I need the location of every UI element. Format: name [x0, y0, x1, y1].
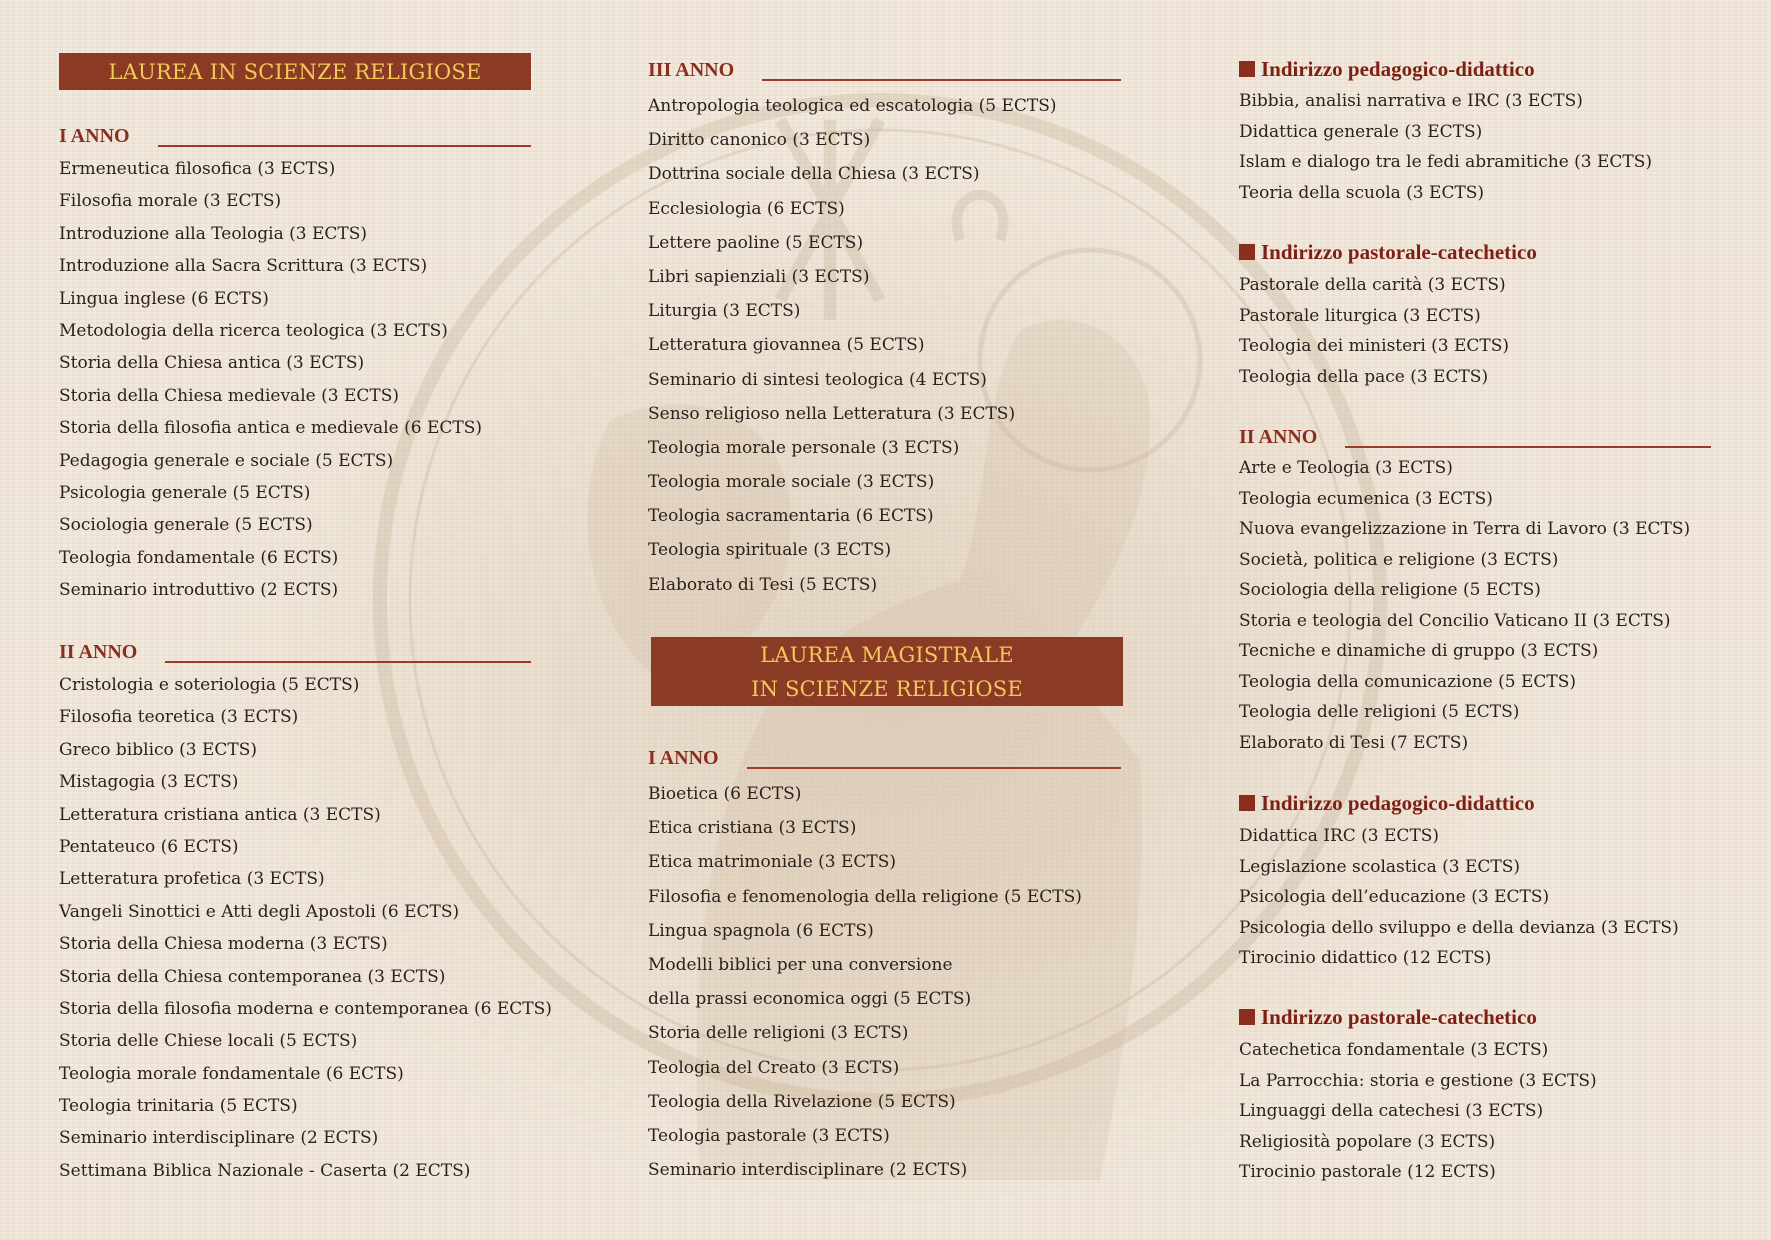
list-item: Cristologia e soteriologia (5 ECTS) — [59, 675, 360, 695]
list-item: Elaborato di Tesi (7 ECTS) — [1239, 732, 1469, 753]
year-label: I ANNO — [648, 747, 719, 769]
list-item: Vangeli Sinottici e Atti degli Apostoli (6 ECTS) — [59, 901, 460, 922]
year-label: I ANNO — [59, 125, 130, 147]
list-item: Storia della Chiesa medievale (3 ECTS) — [59, 385, 399, 406]
master-year1-course-list — [648, 777, 1082, 1187]
list-item: Teologia ecumenica (3 ECTS) — [1239, 488, 1493, 509]
year-label: II ANNO — [59, 641, 138, 663]
list-item: Sociologia generale (5 ECTS) — [59, 515, 313, 536]
master-year2-pastoral-heading — [1239, 1003, 1537, 1031]
list-item: Elaborato di Tesi (5 ECTS) — [648, 574, 878, 595]
list-item: Teologia pastorale (3 ECTS) — [648, 1125, 890, 1146]
list-item: Seminario interdisciplinare (2 ECTS) — [648, 1160, 968, 1181]
list-item: Senso religioso nella Letteratura (3 ECTS) — [648, 403, 1016, 424]
track-label: Indirizzo pedagogico-didattico — [1261, 56, 1535, 81]
list-item: Introduzione alla Teologia (3 ECTS) — [59, 223, 368, 244]
list-item: Bibbia, analisi narrativa e IRC (3 ECTS) — [1239, 91, 1583, 111]
year-label: III ANNO — [648, 59, 735, 81]
bachelor-year1-heading — [59, 124, 531, 148]
master-year1-pedagogical-heading — [1239, 55, 1535, 83]
master-year2-pedagogical-list — [1239, 821, 1679, 974]
list-item: Tirocinio pastorale (12 ECTS) — [1239, 1162, 1496, 1182]
heading-rule — [747, 767, 1121, 769]
list-item: Storia della filosofia moderna e contemporanea (6 ECTS) — [59, 998, 552, 1019]
square-bullet-icon — [1239, 795, 1255, 811]
master-title-line1: LAUREA MAGISTRALE — [760, 642, 1014, 667]
list-item: Mistagogia (3 ECTS) — [59, 772, 239, 793]
list-item: Filosofia e fenomenologia della religione (5 ECTS) — [648, 886, 1082, 907]
list-item: Lettere paoline (5 ECTS) — [648, 232, 864, 253]
master-year2-pedagogical-heading — [1239, 789, 1535, 817]
master-year2-pastoral-list — [1239, 1035, 1597, 1188]
list-item: Ermeneutica filosofica (3 ECTS) — [59, 159, 336, 179]
list-item: Letteratura profetica (3 ECTS) — [59, 869, 325, 890]
list-item: Pedagogia generale e sociale (5 ECTS) — [59, 450, 394, 471]
list-item: Storia delle religioni (3 ECTS) — [648, 1023, 909, 1044]
list-item: Letteratura cristiana antica (3 ECTS) — [59, 804, 381, 825]
list-item: Storia della Chiesa moderna (3 ECTS) — [59, 934, 388, 955]
list-item: Teologia del Creato (3 ECTS) — [648, 1057, 900, 1078]
bachelor-year3-course-list — [648, 89, 1057, 602]
list-item: Seminario introduttivo (2 ECTS) — [59, 580, 339, 601]
list-item: Teologia della Rivelazione (5 ECTS) — [648, 1091, 956, 1112]
master-title-banner — [651, 637, 1123, 706]
list-item: Teologia spirituale (3 ECTS) — [648, 540, 892, 561]
list-item: Seminario interdisciplinare (2 ECTS) — [59, 1128, 379, 1149]
list-item: Pastorale liturgica (3 ECTS) — [1239, 305, 1481, 326]
heading-rule — [165, 661, 531, 663]
list-item: Teologia fondamentale (6 ECTS) — [59, 547, 339, 568]
master-year1-pedagogical-list — [1239, 86, 1652, 208]
list-item: Teologia delle religioni (5 ECTS) — [1239, 702, 1520, 722]
list-item: La Parrocchia: storia e gestione (3 ECTS) — [1239, 1070, 1597, 1091]
square-bullet-icon — [1239, 61, 1255, 77]
list-item: Introduzione alla Sacra Scrittura (3 ECTS) — [59, 256, 428, 277]
list-item: Libri sapienziali (3 ECTS) — [648, 266, 870, 287]
list-item: Teologia morale sociale (3 ECTS) — [648, 472, 935, 493]
list-item: Teologia morale personale (3 ECTS) — [648, 437, 960, 458]
list-item: Lingua inglese (6 ECTS) — [59, 288, 269, 309]
list-item: Nuova evangelizzazione in Terra di Lavoro (3 ECTS) — [1239, 519, 1691, 539]
list-item: Teologia sacramentaria (6 ECTS) — [648, 506, 934, 527]
bachelor-title: LAUREA IN SCIENZE RELIGIOSE — [108, 59, 482, 84]
list-item: Teologia dei ministeri (3 ECTS) — [1239, 336, 1510, 356]
list-item: Didattica generale (3 ECTS) — [1239, 121, 1483, 142]
list-item: Letteratura giovannea (5 ECTS) — [648, 335, 925, 356]
list-item: Psicologia dell’educazione (3 ECTS) — [1239, 887, 1550, 907]
bachelor-year2-heading — [59, 640, 531, 664]
list-item: Psicologia generale (5 ECTS) — [59, 482, 311, 503]
list-item: Ecclesiologia (6 ECTS) — [648, 198, 845, 219]
master-year2-heading — [1239, 425, 1711, 449]
list-item: Tirocinio didattico (12 ECTS) — [1239, 948, 1492, 968]
list-item: Linguaggi della catechesi (3 ECTS) — [1239, 1101, 1544, 1121]
list-item: Islam e dialogo tra le fedi abramitiche (3 ECTS) — [1239, 152, 1653, 172]
list-item: Diritto canonico (3 ECTS) — [648, 130, 871, 151]
list-item: Psicologia dello sviluppo e della devianza (3 ECTS) — [1239, 917, 1679, 938]
list-item: Filosofia morale (3 ECTS) — [59, 191, 282, 212]
track-label: Indirizzo pedagogico-didattico — [1261, 790, 1535, 815]
list-item: Teologia della pace (3 ECTS) — [1239, 366, 1489, 387]
list-item: Seminario di sintesi teologica (4 ECTS) — [648, 369, 987, 390]
list-item: Modelli biblici per una conversione — [648, 954, 953, 975]
heading-rule — [1345, 446, 1711, 448]
list-item: Tecniche e dinamiche di gruppo (3 ECTS) — [1239, 641, 1599, 661]
list-item: Etica cristiana (3 ECTS) — [648, 818, 857, 839]
master-title-line2: IN SCIENZE RELIGIOSE — [751, 676, 1023, 701]
list-item: Arte e Teologia (3 ECTS) — [1239, 458, 1453, 478]
bachelor-year1-course-list — [59, 153, 482, 606]
list-item: Teologia trinitaria (5 ECTS) — [59, 1096, 298, 1117]
bachelor-title-banner — [59, 53, 531, 90]
list-item: Teologia della comunicazione (5 ECTS) — [1239, 671, 1576, 692]
master-year1-pastoral-list — [1239, 270, 1509, 392]
list-item: Liturgia (3 ECTS) — [648, 301, 801, 322]
heading-rule — [762, 79, 1121, 81]
list-item: Teoria della scuola (3 ECTS) — [1239, 182, 1485, 203]
list-item: della prassi economica oggi (5 ECTS) — [648, 989, 972, 1010]
list-item: Pentateuco (6 ECTS) — [59, 836, 239, 857]
year-label: II ANNO — [1239, 426, 1318, 448]
list-item: Storia della Chiesa contemporanea (3 ECTS) — [59, 966, 446, 987]
list-item: Teologia morale fondamentale (6 ECTS) — [59, 1063, 404, 1084]
list-item: Religiosità popolare (3 ECTS) — [1239, 1131, 1496, 1152]
master-year1-heading — [648, 746, 1121, 770]
heading-rule — [158, 145, 531, 147]
list-item: Bioetica (6 ECTS) — [648, 784, 802, 804]
list-item: Settimana Biblica Nazionale - Caserta (2 ECTS) — [59, 1160, 471, 1181]
list-item: Storia delle Chiese locali (5 ECTS) — [59, 1031, 358, 1052]
list-item: Legislazione scolastica (3 ECTS) — [1239, 856, 1520, 877]
list-item: Società, politica e religione (3 ECTS) — [1239, 549, 1559, 570]
list-item: Lingua spagnola (6 ECTS) — [648, 920, 874, 941]
list-item: Storia della Chiesa antica (3 ECTS) — [59, 353, 365, 374]
list-item: Catechetica fondamentale (3 ECTS) — [1239, 1040, 1549, 1060]
master-year1-pastoral-heading — [1239, 238, 1537, 266]
list-item: Storia e teologia del Concilio Vaticano II (3 ECTS) — [1239, 610, 1671, 631]
list-item: Pastorale della carità (3 ECTS) — [1239, 275, 1506, 295]
bachelor-year3-heading — [648, 58, 1121, 82]
list-item: Antropologia teologica ed escatologia (5 ECTS) — [648, 96, 1057, 116]
square-bullet-icon — [1239, 1009, 1255, 1025]
master-year2-course-list — [1239, 453, 1690, 758]
bachelor-year2-course-list — [59, 669, 552, 1187]
list-item: Metodologia della ricerca teologica (3 ECTS) — [59, 320, 448, 341]
list-item: Etica matrimoniale (3 ECTS) — [648, 852, 897, 873]
track-label: Indirizzo pastorale-catechetico — [1261, 1004, 1537, 1029]
list-item: Sociologia della religione (5 ECTS) — [1239, 580, 1541, 600]
list-item: Didattica IRC (3 ECTS) — [1239, 826, 1440, 846]
list-item: Greco biblico (3 ECTS) — [59, 739, 258, 760]
track-label: Indirizzo pastorale-catechetico — [1261, 239, 1537, 264]
list-item: Dottrina sociale della Chiesa (3 ECTS) — [648, 164, 980, 185]
list-item: Filosofia teoretica (3 ECTS) — [59, 707, 299, 728]
square-bullet-icon — [1239, 244, 1255, 260]
list-item: Storia della filosofia antica e medievale (6 ECTS) — [59, 418, 482, 439]
